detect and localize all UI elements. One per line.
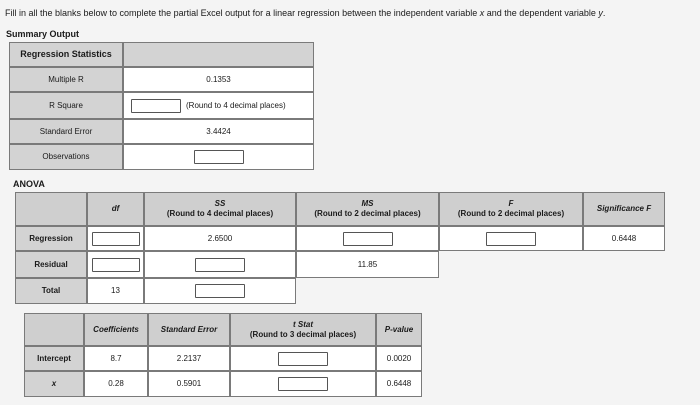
coef-header-t-stat (230, 313, 376, 346)
r-square-label: R Square (9, 92, 123, 119)
anova-total-ss-cell (144, 278, 296, 304)
coef-x-t-stat-cell (230, 371, 376, 397)
anova-residual-ms: 11.85 (296, 251, 439, 278)
coef-x-p-value: 0.6448 (376, 371, 422, 397)
anova-residual-label: Residual (15, 251, 87, 278)
r-square-hint: (Round to 4 decimal places) (186, 100, 286, 110)
observations-input[interactable] (194, 150, 244, 164)
anova-regression-f-cell (439, 226, 583, 251)
multiple-r-label: Multiple R (9, 67, 123, 92)
anova-regression-ss: 2.6500 (144, 226, 296, 251)
observations-cell (123, 144, 314, 170)
anova-header-f (439, 192, 583, 226)
coef-x-coefficient: 0.28 (84, 371, 148, 397)
anova-total-label: Total (15, 278, 87, 304)
coef-intercept-standard-error: 2.2137 (148, 346, 230, 371)
anova-header-f-label: F (508, 199, 514, 208)
anova-residual-ss-cell (144, 251, 296, 278)
anova-regression-f-input[interactable] (486, 232, 536, 246)
anova-header-ss-hint: (Round to 4 decimal places) (166, 209, 274, 218)
anova-header-ss (144, 192, 296, 226)
coef-header-t-stat-hint: (Round to 3 decimal places) (249, 329, 357, 339)
anova-header-ms-label: MS (361, 199, 374, 208)
multiple-r-value: 0.1353 (123, 67, 314, 92)
regression-statistics-header: Regression Statistics (9, 42, 123, 67)
anova-regression-ms-cell (296, 226, 439, 251)
anova-header-significance-f: Significance F (583, 192, 665, 226)
regression-statistics-header-blank (123, 42, 314, 67)
coef-header-t-stat-label: t Stat (293, 319, 313, 329)
standard-error-label: Standard Error (9, 119, 123, 144)
coef-x-standard-error: 0.5901 (148, 371, 230, 397)
coef-header-coefficients: Coefficients (84, 313, 148, 346)
coef-intercept-t-stat-cell (230, 346, 376, 371)
coef-intercept-p-value: 0.0020 (376, 346, 422, 371)
anova-header-ms-hint: (Round to 2 decimal places) (314, 209, 421, 218)
coef-header-standard-error: Standard Error (148, 313, 230, 346)
coef-intercept-label: Intercept (24, 346, 84, 371)
anova-header-blank (15, 192, 87, 226)
r-square-cell (123, 92, 314, 119)
coef-intercept-t-stat-input[interactable] (278, 352, 328, 366)
anova-regression-ms-input[interactable] (343, 232, 393, 246)
anova-title: ANOVA (13, 179, 45, 189)
anova-regression-df-cell (87, 226, 144, 251)
coef-header-blank (24, 313, 84, 346)
standard-error-value: 3.4424 (123, 119, 314, 144)
summary-output-title: Summary Output (6, 29, 80, 39)
anova-total-ss-input[interactable] (195, 284, 245, 298)
anova-residual-df-input[interactable] (92, 258, 140, 272)
r-square-input[interactable] (131, 99, 181, 113)
anova-regression-label: Regression (15, 226, 87, 251)
anova-header-ms (296, 192, 439, 226)
coef-intercept-coefficient: 8.7 (84, 346, 148, 371)
observations-label: Observations (9, 144, 123, 170)
anova-residual-ss-input[interactable] (195, 258, 245, 272)
anova-regression-significance-f: 0.6448 (583, 226, 665, 251)
anova-residual-df-cell (87, 251, 144, 278)
anova-total-df: 13 (87, 278, 144, 304)
anova-header-ss-label: SS (214, 199, 226, 208)
anova-header-df: df (87, 192, 144, 226)
anova-regression-df-input[interactable] (92, 232, 140, 246)
instructions-text: Fill in all the blanks below to complete the partial Excel output for a linear regression between the independent variable x and the dependent variable y. (5, 8, 606, 18)
coef-x-t-stat-input[interactable] (278, 377, 328, 391)
anova-header-f-hint: (Round to 2 decimal places) (457, 209, 565, 218)
coef-header-p-value: P-value (376, 313, 422, 346)
coef-x-label: x (24, 371, 84, 397)
